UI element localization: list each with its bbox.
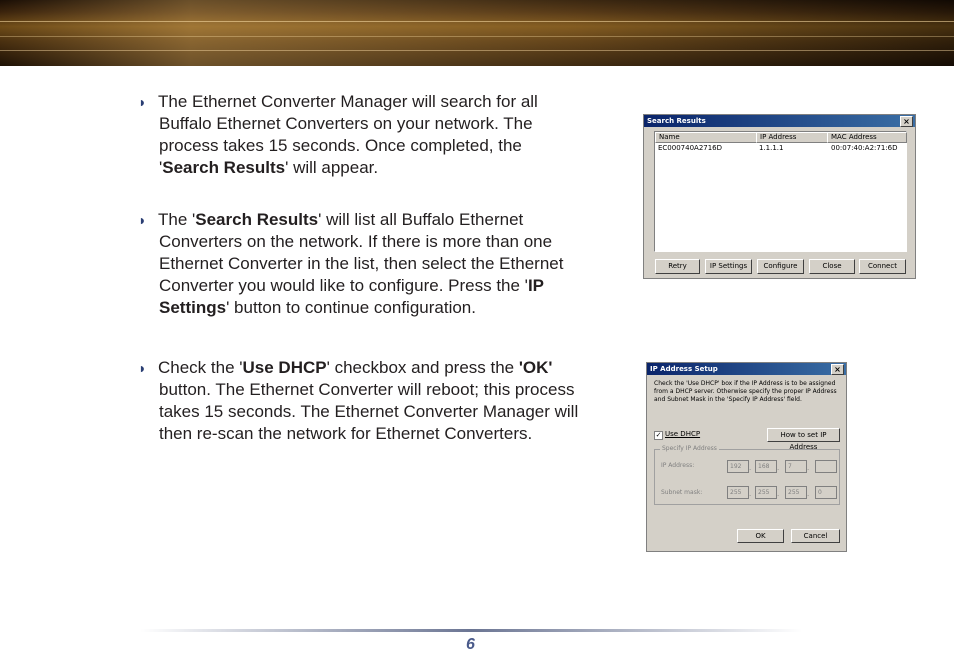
paragraph-line: The Ethernet Converter Manager will search for all [158,92,538,111]
ip-octet-field[interactable]: 168 [755,460,777,473]
column-name[interactable]: Name [655,132,757,143]
octet-separator: . [777,490,780,498]
octet-separator: . [749,464,752,472]
mask-octet-field[interactable]: 255 [727,486,749,499]
results-list[interactable] [654,131,907,252]
banner-line [0,50,954,51]
ip-settings-button[interactable]: IP Settings [705,259,752,274]
octet-separator: . [807,464,810,472]
group-label: Specify IP Address [662,445,717,452]
ip-octet-field[interactable] [815,460,837,473]
ip-octet-field[interactable]: 192 [727,460,749,473]
octet-separator: . [749,490,752,498]
configure-button[interactable]: Configure [757,259,804,274]
paragraph-line: The 'Search Results' will list all Buffalo Ethernet [158,210,524,229]
use-dhcp-label[interactable]: Use DHCP [665,430,701,438]
ip-octet-field[interactable]: 7 [785,460,807,473]
banner-line [0,21,954,22]
retry-button[interactable]: Retry [655,259,700,274]
paragraph-line: takes 15 seconds. The Ethernet Converter Manager will [159,402,579,421]
close-icon[interactable]: × [900,116,913,127]
specify-ip-group [654,445,840,505]
header-banner [0,0,954,66]
paragraph-line: Converter you would like to configure. Press the 'IP [159,276,544,295]
close-button[interactable]: Close [809,259,855,274]
paragraph-results [138,209,623,319]
paragraph-line: Settings' button to continue configuration. [159,298,476,317]
mask-octet-field[interactable]: 255 [755,486,777,499]
ok-button[interactable]: OK [737,529,784,543]
column-ip-address[interactable]: IP Address [756,132,828,143]
subnet-mask-label: Subnet mask: [661,489,703,496]
ip-address-setup-dialog [646,362,847,552]
paragraph-line: Check the 'Use DHCP' checkbox and press the 'OK' [158,358,553,377]
use-dhcp-checkbox[interactable]: ✓ [655,431,662,439]
row-mac[interactable]: 00:07:40:A2:71:6D [831,144,898,152]
column-mac-address[interactable]: MAC Address [827,132,907,143]
bullet-icon: ◗ [138,212,147,228]
paragraph-search [138,91,623,179]
cancel-button[interactable]: Cancel [791,529,840,543]
bullet-icon: ◗ [138,360,147,376]
search-results-dialog [643,114,916,279]
banner-line [0,36,954,37]
octet-separator: . [807,490,810,498]
dialog-description: Check the 'Use DHCP' box if the IP Address is to be assigned from a DHCP server. Otherwise specify the proper IP Address and Subnet Mask in the 'Specify IP Address' field. [654,380,837,403]
close-icon[interactable]: × [831,364,844,375]
connect-button[interactable]: Connect [859,259,906,274]
footer-rule [140,629,802,632]
paragraph-line: button. The Ethernet Converter will reboot; this process [159,380,575,399]
paragraph-line: then re-scan the network for Ethernet Converters. [159,424,533,443]
dialog-title-bar [647,363,846,375]
paragraph-line: Buffalo Ethernet Converters on your network. The [159,114,533,133]
how-to-set-ip-button[interactable]: How to set IP Address [767,428,840,442]
mask-octet-field[interactable]: 0 [815,486,837,499]
row-ip[interactable]: 1.1.1.1 [759,144,784,152]
paragraph-line: Converters on the network. If there is more than one [159,232,553,251]
paragraph-dhcp [138,357,623,445]
dialog-title: Search Results [647,117,706,125]
row-name[interactable]: EC000740A2716D [658,144,723,152]
dialog-title: IP Address Setup [650,365,718,373]
paragraph-line: Ethernet Converter in the list, then select the Ethernet [159,254,564,273]
page-number: 6 [466,636,475,653]
octet-separator: . [777,464,780,472]
dialog-title-bar [644,115,915,127]
paragraph-line: process takes 15 seconds. Once completed, the [159,136,522,155]
paragraph-line: 'Search Results' will appear. [159,158,379,177]
ip-address-label: IP Address: [661,462,695,469]
bullet-icon: ◗ [138,94,147,110]
list-header [655,132,906,142]
mask-octet-field[interactable]: 255 [785,486,807,499]
